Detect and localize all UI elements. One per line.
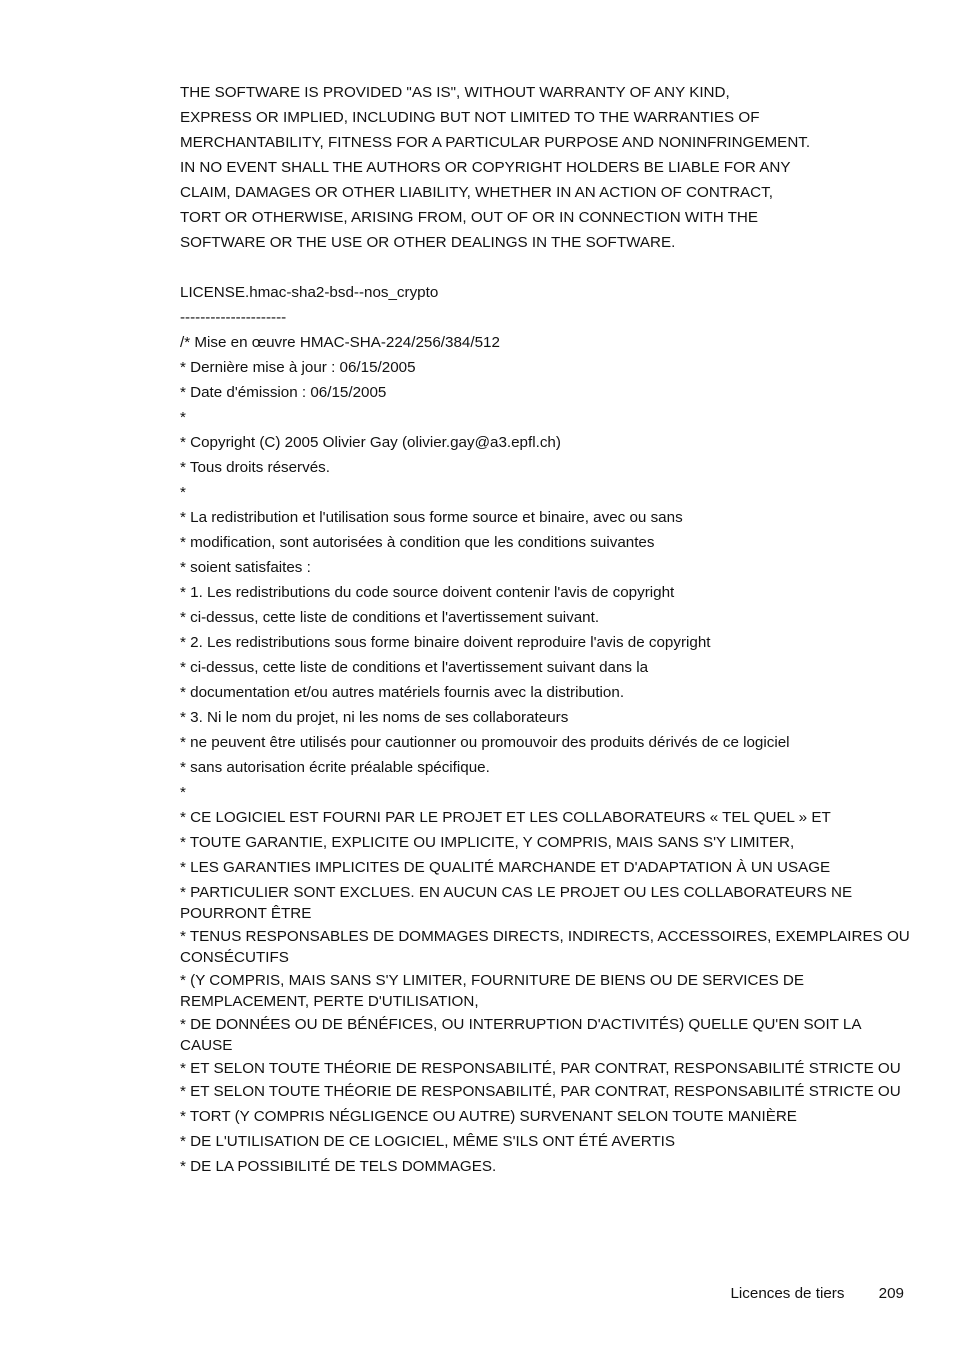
license-line: * CE LOGICIEL EST FOURNI PAR LE PROJET ET LES COLLABORATEURS « TEL QUEL » ET [180,809,831,826]
license-line: * Copyright (C) 2005 Olivier Gay (olivier.gay@a3.epfl.ch) [180,434,561,451]
license-line: * modification, sont autorisées à condition que les conditions suivantes [180,534,655,551]
license-closing-line: * DE LA POSSIBILITÉ DE TELS DOMMAGES. [180,1158,497,1175]
license-closing-line: * DE L'UTILISATION DE CE LOGICIEL, MÊME S'ILS ONT ÉTÉ AVERTIS [180,1133,676,1150]
license-line: * Dernière mise à jour : 06/15/2005 [180,359,416,376]
license-wrapped-line: * DE DONNÉES OU DE BÉNÉFICES, OU INTERRUPTION D'ACTIVITÉS) QUELLE QU'EN SOIT LA CAUSE [180,1016,861,1054]
license-line: * documentation et/ou autres matériels fournis avec la distribution. [180,684,625,701]
license-line: * ci-dessus, cette liste de conditions et l'avertissement suivant. [180,609,600,626]
disclaimer-line: IN NO EVENT SHALL THE AUTHORS OR COPYRIGHT HOLDERS BE LIABLE FOR ANY [180,159,791,176]
license-wrapped-line: * (Y COMPRIS, MAIS SANS S'Y LIMITER, FOURNITURE DE BIENS OU DE SERVICES DE REMPLACEMENT, PERTE D'UTILISATION, [180,972,805,1010]
license-line: * ne peuvent être utilisés pour cautionner ou promouvoir des produits dérivés de ce logiciel [180,734,790,751]
license-line: * TOUTE GARANTIE, EXPLICITE OU IMPLICITE, Y COMPRIS, MAIS SANS S'Y LIMITER, [180,834,795,851]
disclaimer-line: TORT OR OTHERWISE, ARISING FROM, OUT OF OR IN CONNECTION WITH THE [180,209,758,226]
footer-section-title: Licences de tiers [730,1285,845,1302]
license-wrapped-line: * ET SELON TOUTE THÉORIE DE RESPONSABILITÉ, PAR CONTRAT, RESPONSABILITÉ STRICTE OU [180,1060,901,1077]
license-line: * LES GARANTIES IMPLICITES DE QUALITÉ MARCHANDE ET D'ADAPTATION À UN USAGE [180,859,831,876]
license-title: LICENSE.hmac-sha2-bsd--nos_crypto [180,284,439,301]
license-line: * 3. Ni le nom du projet, ni les noms de ses collaborateurs [180,709,569,726]
disclaimer-line: SOFTWARE OR THE USE OR OTHER DEALINGS IN THE SOFTWARE. [180,234,676,251]
license-line: * [180,784,186,801]
license-section [180,280,910,1179]
license-line: * [180,409,186,426]
license-line: * Date d'émission : 06/15/2005 [180,384,387,401]
license-wrapped-line: * PARTICULIER SONT EXCLUES. EN AUCUN CAS LE PROJET OU LES COLLABORATEURS NE POURRONT ÊTRE [180,884,853,922]
footer-page-number: 209 [878,1285,904,1302]
disclaimer-line: MERCHANTABILITY, FITNESS FOR A PARTICULAR PURPOSE AND NONINFRINGEMENT. [180,134,811,151]
license-line: * 1. Les redistributions du code source doivent contenir l'avis de copyright [180,584,675,601]
license-line: * La redistribution et l'utilisation sous forme source et binaire, avec ou sans [180,509,683,526]
license-line: * sans autorisation écrite préalable spécifique. [180,759,490,776]
paragraph-gap [180,255,910,280]
disclaimer-line: THE SOFTWARE IS PROVIDED "AS IS", WITHOUT WARRANTY OF ANY KIND, [180,84,730,101]
page-content [180,80,910,1179]
disclaimer-line: CLAIM, DAMAGES OR OTHER LIABILITY, WHETHER IN AN ACTION OF CONTRACT, [180,184,773,201]
license-line: * soient satisfaites : [180,559,311,576]
license-line: * 2. Les redistributions sous forme binaire doivent reproduire l'avis de copyright [180,634,711,651]
license-wrapped-line: * ET SELON TOUTE THÉORIE DE RESPONSABILITÉ, PAR CONTRAT, RESPONSABILITÉ STRICTE OU [180,1083,901,1100]
license-separator: --------------------- [180,309,287,326]
disclaimer-line: EXPRESS OR IMPLIED, INCLUDING BUT NOT LIMITED TO THE WARRANTIES OF [180,109,760,126]
license-wrapped-line: * TENUS RESPONSABLES DE DOMMAGES DIRECTS, INDIRECTS, ACCESSOIRES, EXEMPLAIRES OU CONSÉCUTIFS [180,928,910,966]
license-closing-line: * TORT (Y COMPRIS NÉGLIGENCE OU AUTRE) SURVENANT SELON TOUTE MANIÈRE [180,1108,797,1125]
page-footer [0,1284,904,1304]
license-line: /* Mise en œuvre HMAC-SHA-224/256/384/512 [180,334,500,351]
license-line: * ci-dessus, cette liste de conditions et l'avertissement suivant dans la [180,659,649,676]
license-line: * [180,484,186,501]
license-line: * Tous droits réservés. [180,459,330,476]
disclaimer-paragraph [180,80,910,255]
